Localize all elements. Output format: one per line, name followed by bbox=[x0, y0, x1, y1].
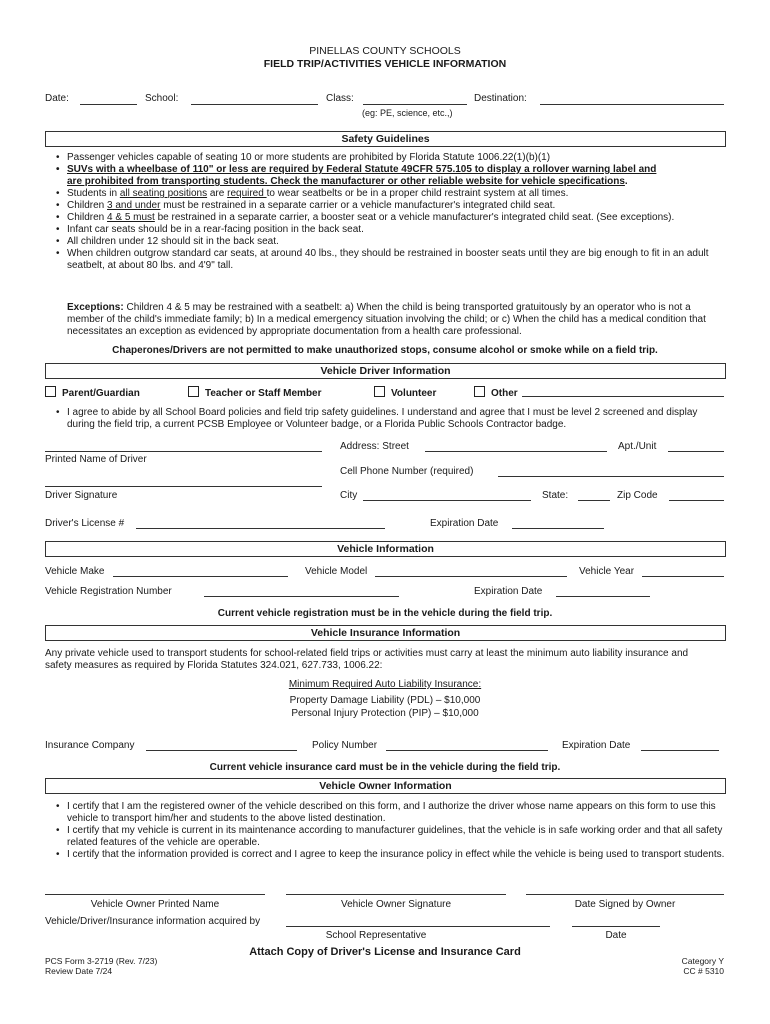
safety-item: • Children 4 & 5 must be restrained in a separate carrier, a booster seat or a vehicle manufacturer's integrated child seat. (See exceptions). bbox=[55, 212, 725, 224]
registration-input[interactable] bbox=[204, 596, 399, 597]
destination-input[interactable] bbox=[540, 104, 724, 105]
policy-input[interactable] bbox=[386, 750, 548, 751]
cell-label: Cell Phone Number (required) bbox=[340, 466, 474, 477]
state-label: State: bbox=[542, 490, 569, 501]
min-insurance-heading: Minimum Required Auto Liability Insurance: bbox=[288, 679, 482, 690]
pip-line: Personal Injury Protection (PIP) – $10,000 bbox=[291, 708, 479, 719]
safety-item: • Students in all seating positions are required to wear seatbelts or be in a proper child restraint system at all times. bbox=[55, 188, 725, 200]
owner-date-label: Date Signed by Owner bbox=[574, 899, 676, 910]
school-label: School: bbox=[145, 93, 179, 104]
page-title: FIELD TRIP/ACTIVITIES VEHICLE INFORMATION bbox=[263, 58, 507, 70]
date-input[interactable] bbox=[80, 104, 137, 105]
certification-item: • I certify that my vehicle is current in its maintenance according to manufacturer guidelines, that the vehicle is in safe working order and that all safety related features of the vehicle are operable. bbox=[55, 825, 725, 849]
signature-label: Driver Signature bbox=[45, 490, 118, 501]
city-label: City bbox=[340, 490, 358, 501]
safety-item: • When children outgrow standard car seats, at around 40 lbs., they should be restrained in booster seats until they are big enough to fit in an adult seatbelt, at about 80 lbs. and 4'9" tall. bbox=[55, 248, 725, 272]
year-label: Vehicle Year bbox=[579, 566, 635, 577]
checkbox-icon[interactable] bbox=[374, 386, 385, 397]
year-input[interactable] bbox=[642, 576, 724, 577]
checkbox-icon[interactable] bbox=[45, 386, 56, 397]
option-parent[interactable]: Parent/Guardian bbox=[45, 386, 140, 399]
vehicle-heading: Vehicle Information bbox=[45, 541, 726, 557]
class-hint: (eg: PE, science, etc.,) bbox=[362, 108, 453, 118]
address-label: Address: Street bbox=[340, 441, 409, 452]
certification-list bbox=[55, 801, 725, 861]
insurance-company-input[interactable] bbox=[146, 750, 297, 751]
insurance-paragraph: Any private vehicle used to transport students for school-related field trips or activities must carry at least the minimum auto liability insurance and safety measures as required by Florida Statutes 324.021, 627.733, 1006.22: bbox=[45, 648, 689, 671]
agreement-list bbox=[55, 407, 725, 431]
chaperone-notice: Chaperones/Drivers are not permitted to make unauthorized stops, consume alcohol or smoke while on a field trip. bbox=[112, 345, 658, 356]
pdl-line: Property Damage Liability (PDL) – $10,000 bbox=[289, 695, 481, 706]
zip-label: Zip Code bbox=[617, 490, 658, 501]
make-label: Vehicle Make bbox=[45, 566, 105, 577]
address-input[interactable] bbox=[425, 451, 607, 452]
city-input[interactable] bbox=[363, 500, 531, 501]
registration-label: Vehicle Registration Number bbox=[45, 586, 172, 597]
safety-item: • SUVs with a wheelbase of 110" or less are required by Federal Statute 49CFR 575.105 to display a rollover warning label and are prohibited from transporting students. Check the manufacturer or other reliable website for vehicle specifications. bbox=[55, 164, 725, 188]
insurance-heading: Vehicle Insurance Information bbox=[45, 625, 726, 641]
agreement-item: • I agree to abide by all School Board policies and field trip safety guidelines. I understand and agree that I must be level 2 screened and display during the field trip, a current PCSB Employee or Volunteer badge, or a Florida Public Schools Contractor badge. bbox=[55, 407, 725, 431]
destination-label: Destination: bbox=[474, 93, 527, 104]
model-input[interactable] bbox=[375, 576, 567, 577]
school-rep-label: School Representative bbox=[325, 930, 427, 941]
org-name: PINELLAS COUNTY SCHOOLS bbox=[309, 45, 461, 57]
school-input[interactable] bbox=[191, 104, 318, 105]
insurance-expiration-label: Expiration Date bbox=[562, 740, 631, 751]
safety-item: • Passenger vehicles capable of seating 10 or more students are prohibited by Florida Statute 1006.22(1)(b)(1) bbox=[55, 152, 725, 164]
cc-label: CC # 5310 bbox=[683, 966, 724, 976]
registration-expiration-input[interactable] bbox=[556, 596, 650, 597]
insurance-company-label: Insurance Company bbox=[45, 740, 135, 751]
insurance-expiration-input[interactable] bbox=[641, 750, 719, 751]
exceptions-paragraph: Exceptions: Children 4 & 5 may be restrained with a seatbelt: a) When the child is being transported gratuitously by an operator who is not a member of the child's immediate family; b) In a medical emergency situation involving the child; or c) When the child has a medical condition that necessitates an exception as evidenced by appropriate documentation from a health care professional. bbox=[67, 302, 706, 337]
class-input[interactable] bbox=[363, 104, 467, 105]
policy-label: Policy Number bbox=[312, 740, 378, 751]
license-expiration-label: Expiration Date bbox=[430, 518, 499, 529]
option-staff[interactable]: Teacher or Staff Member bbox=[188, 386, 322, 399]
apt-label: Apt./Unit bbox=[618, 441, 657, 452]
acquired-date-label: Date bbox=[605, 930, 627, 941]
registration-note: Current vehicle registration must be in the vehicle during the field trip. bbox=[217, 608, 553, 619]
category-label: Category Y bbox=[681, 956, 724, 966]
form-number: PCS Form 3-2719 (Rev. 7/23) bbox=[45, 956, 158, 966]
option-other[interactable]: Other bbox=[474, 386, 518, 399]
safety-item: • Infant car seats should be in a rear-facing position in the back seat. bbox=[55, 224, 725, 236]
checkbox-icon[interactable] bbox=[474, 386, 485, 397]
class-label: Class: bbox=[326, 93, 354, 104]
school-rep-input[interactable] bbox=[286, 926, 550, 927]
license-label: Driver's License # bbox=[45, 518, 125, 529]
safety-item: • All children under 12 should sit in the back seat. bbox=[55, 236, 725, 248]
registration-expiration-label: Expiration Date bbox=[474, 586, 543, 597]
checkbox-icon[interactable] bbox=[188, 386, 199, 397]
other-input[interactable] bbox=[522, 396, 724, 397]
printed-name-input[interactable] bbox=[45, 451, 322, 452]
model-label: Vehicle Model bbox=[305, 566, 368, 577]
cell-input[interactable] bbox=[498, 476, 724, 477]
apt-input[interactable] bbox=[668, 451, 724, 452]
safety-item: • Children 3 and under must be restrained in a separate carrier or a vehicle manufacturer's integrated child seat. bbox=[55, 200, 725, 212]
printed-name-label: Printed Name of Driver bbox=[45, 454, 147, 465]
certification-item: • I certify that the information provided is correct and I agree to keep the insurance policy in effect while the vehicle is being used to transport students. bbox=[55, 849, 725, 861]
insurance-note: Current vehicle insurance card must be in the vehicle during the field trip. bbox=[209, 762, 561, 773]
owner-signature-label: Vehicle Owner Signature bbox=[340, 899, 452, 910]
acquired-by-label: Vehicle/Driver/Insurance information acquired by bbox=[45, 916, 261, 927]
owner-name-input[interactable] bbox=[45, 894, 265, 895]
zip-input[interactable] bbox=[669, 500, 724, 501]
option-volunteer[interactable]: Volunteer bbox=[374, 386, 436, 399]
owner-signature-input[interactable] bbox=[286, 894, 506, 895]
owner-name-label: Vehicle Owner Printed Name bbox=[90, 899, 220, 910]
driver-heading: Vehicle Driver Information bbox=[45, 363, 726, 379]
safety-list bbox=[55, 152, 725, 272]
safety-heading: Safety Guidelines bbox=[45, 131, 726, 147]
acquired-date-input[interactable] bbox=[572, 926, 660, 927]
make-input[interactable] bbox=[113, 576, 288, 577]
date-label: Date: bbox=[45, 93, 69, 104]
signature-input[interactable] bbox=[45, 486, 322, 487]
license-expiration-input[interactable] bbox=[512, 528, 604, 529]
review-date: Review Date 7/24 bbox=[45, 966, 113, 976]
license-input[interactable] bbox=[136, 528, 385, 529]
owner-date-input[interactable] bbox=[526, 894, 724, 895]
state-input[interactable] bbox=[578, 500, 610, 501]
attach-notice: Attach Copy of Driver's License and Insurance Card bbox=[249, 946, 521, 958]
certification-item: • I certify that I am the registered owner of the vehicle described on this form, and I authorize the driver whose name appears on this form to use this vehicle to transport him/her and students to the above listed destination. bbox=[55, 801, 725, 825]
owner-heading: Vehicle Owner Information bbox=[45, 778, 726, 794]
